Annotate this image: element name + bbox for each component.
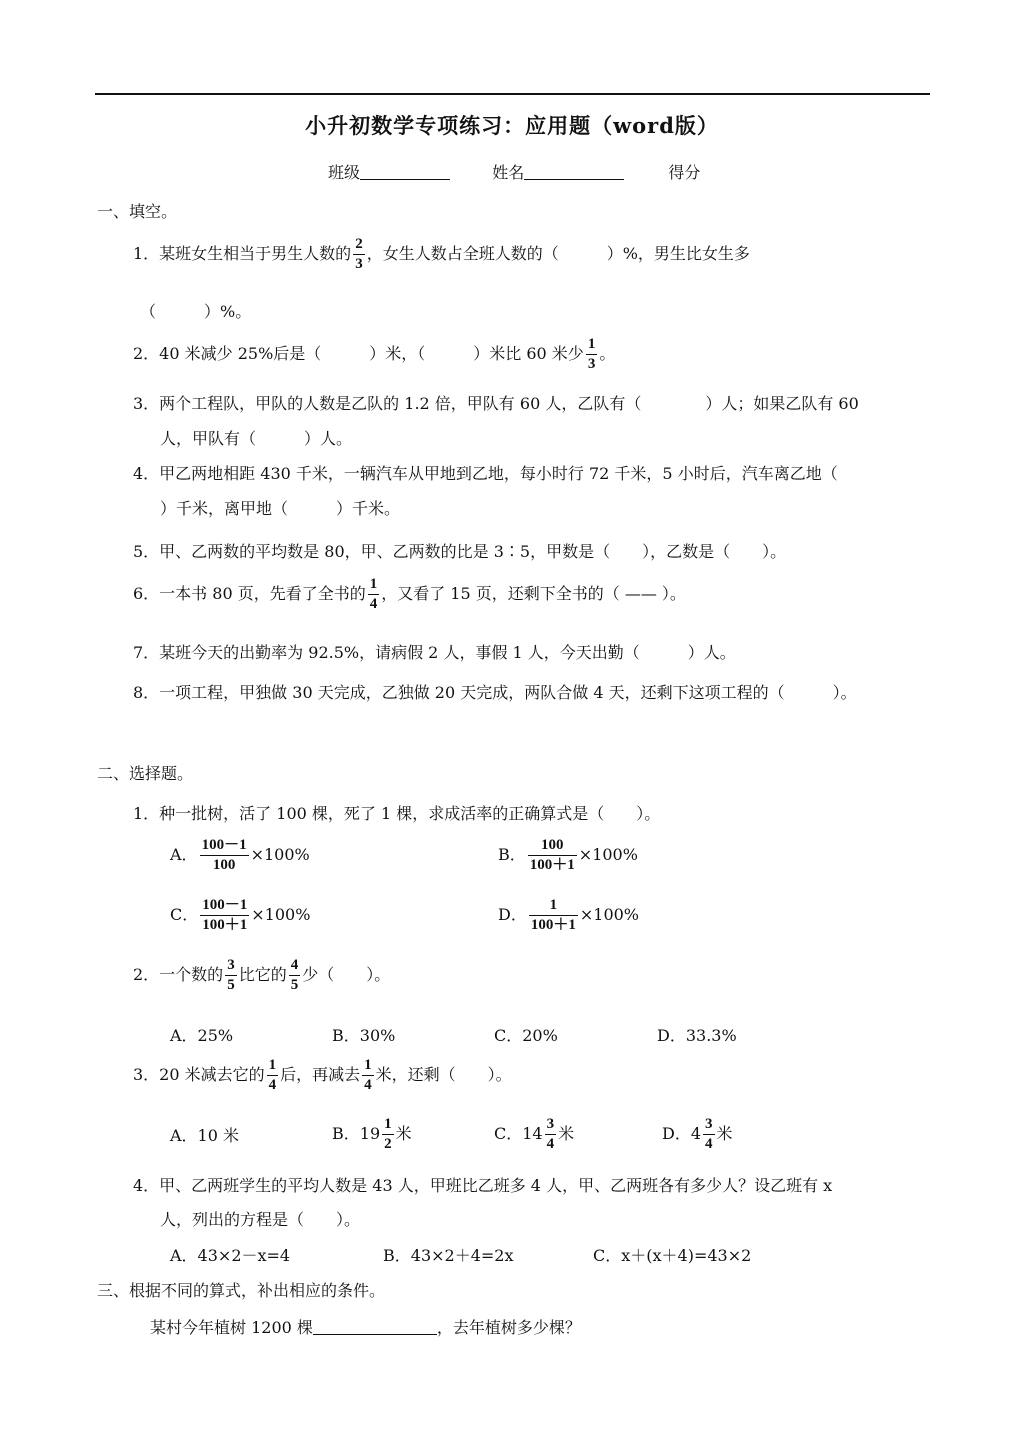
s1-q8: 8．一项工程，甲独做 30 天完成，乙独做 20 天完成，两队合做 4 天，还剩下这项工程的（ ）。 bbox=[133, 683, 857, 702]
s2-q1-option-a[interactable]: A． $\frac{100-1}{100}$ ×100% bbox=[170, 837, 310, 873]
s2-q2-option-a[interactable]: A．25% bbox=[170, 1026, 234, 1045]
s2-q2-option-c[interactable]: C．20% bbox=[494, 1026, 558, 1045]
answer-blank[interactable] bbox=[313, 1333, 437, 1335]
s2-q4-option-c[interactable]: C．x＋(x＋4)=43×2 bbox=[593, 1246, 752, 1265]
fraction: $\frac{1}{4}$ bbox=[364, 1057, 372, 1093]
s1-q6 bbox=[133, 576, 686, 613]
fraction: $\frac{4}{5}$ bbox=[290, 957, 299, 993]
s1-q1 bbox=[133, 236, 750, 273]
section1-heading: 一、填空。 bbox=[97, 202, 178, 221]
s2-q1-stem: 1．种一批树，活了 100 棵，死了 1 棵，求成活率的正确算式是（ ）。 bbox=[133, 804, 661, 823]
s1-q2-text-b: 。 bbox=[599, 344, 616, 363]
s1-q1-cont: （ ）%。 bbox=[140, 302, 252, 321]
s1-q7: 7．某班今天的出勤率为 92.5%，请病假 2 人，事假 1 人，今天出勤（ ）人。 bbox=[133, 643, 736, 662]
s3-q1 bbox=[150, 1318, 581, 1338]
class-blank bbox=[360, 178, 450, 180]
s2-q1-option-c[interactable]: C． $\frac{100-1}{100+1}$ ×100% bbox=[170, 897, 311, 933]
s3-q1-text-a: 某村今年植树 1200 棵 bbox=[150, 1318, 313, 1337]
fraction: $\frac{3}{5}$ bbox=[227, 957, 235, 993]
s3-q1-text-b: ，去年植树多少棵？ bbox=[436, 1318, 581, 1337]
s1-q5: 5．甲、乙两数的平均数是 80，甲、乙两数的比是 3∶5，甲数是（ ），乙数是（ ）。 bbox=[133, 542, 787, 561]
s1-q3-line1: 3．两个工程队，甲队的人数是乙队的 1.2 倍，甲队有 60 人，乙队有（ ）人；如果乙队有 60 bbox=[133, 394, 859, 413]
class-label: 班级 bbox=[328, 163, 361, 182]
s2-q1-option-b[interactable]: B． $\frac{100}{100+1}$ ×100% bbox=[498, 837, 638, 873]
s1-q4-line2: ）千米，离甲地（ ）千米。 bbox=[160, 499, 401, 518]
s2-q3-stem: 3．20 米减去它的 $\frac{1}{4}$ 后，再减去 $\frac{1}{4}$ 米，还剩（ ）。 bbox=[133, 1057, 512, 1093]
fraction: $\frac{1}{3}$ bbox=[587, 336, 596, 372]
fraction: $\frac{2}{3}$ bbox=[355, 236, 363, 272]
s2-q4-option-b[interactable]: B．43×2＋4=2x bbox=[383, 1246, 514, 1265]
name-label: 姓名 bbox=[492, 163, 525, 182]
score-label: 得分 bbox=[668, 163, 701, 182]
s1-q2 bbox=[133, 336, 615, 373]
fraction: $\frac{1}{4}$ bbox=[268, 1057, 277, 1093]
section3-heading: 三、根据不同的算式，补出相应的条件。 bbox=[97, 1281, 386, 1300]
section2-heading: 二、选择题。 bbox=[97, 764, 194, 783]
s2-q4-option-a[interactable]: A．43×2－x=4 bbox=[170, 1246, 291, 1265]
s2-q4-line2: 人，列出的方程是（ ）。 bbox=[160, 1210, 361, 1229]
s2-q2-stem: 2．一个数的 $\frac{3}{5}$ 比它的 $\frac{4}{5}$ 少（ ）。 bbox=[133, 957, 391, 993]
s1-q2-text-a: 2．40 米减少 25%后是（ ）米，（ ）米比 60 米少 bbox=[133, 344, 584, 363]
s1-q4-line1: 4．甲乙两地相距 430 千米，一辆汽车从甲地到乙地，每小时行 72 千米，5 小时后，汽车离乙地（ bbox=[133, 464, 838, 483]
s2-q3-option-c[interactable]: C．14 $\frac{3}{4}$ 米 bbox=[494, 1116, 575, 1152]
s2-q3-option-d[interactable]: D．4 $\frac{3}{4}$ 米 bbox=[662, 1116, 733, 1152]
student-info-line bbox=[328, 160, 700, 183]
name-blank bbox=[524, 178, 624, 180]
page-title: 小升初数学专项练习：应用题（word版） bbox=[305, 113, 719, 138]
s2-q3-option-a[interactable]: A．10 米 bbox=[170, 1126, 240, 1145]
s1-q3-line2: 人，甲队有（ ）人。 bbox=[160, 429, 353, 448]
s1-q1-text-b: ，女生人数占全班人数的（ ）%，男生比女生多 bbox=[366, 244, 750, 263]
s2-q1-option-d[interactable]: D． $\frac{1}{100+1}$ ×100% bbox=[498, 897, 640, 933]
top-rule bbox=[95, 93, 930, 95]
s1-q6-text-a: 6．一本书 80 页，先看了全书的 bbox=[133, 584, 366, 603]
s1-q6-text-b: ，又看了 15 页，还剩下全书的（ —— ）。 bbox=[381, 584, 686, 603]
fraction: $\frac{1}{4}$ bbox=[369, 576, 378, 612]
s1-q1-text-a: 1．某班女生相当于男生人数的 bbox=[133, 244, 352, 263]
s2-q2-option-b[interactable]: B．30% bbox=[332, 1026, 396, 1045]
s2-q3-option-b[interactable]: B．19 $\frac{1}{2}$ 米 bbox=[332, 1116, 412, 1152]
s2-q4-line1: 4．甲、乙两班学生的平均人数是 43 人，甲班比乙班多 4 人，甲、乙两班各有多少人？设乙班有 x bbox=[133, 1176, 833, 1195]
s2-q2-option-d[interactable]: D．33.3% bbox=[657, 1026, 737, 1045]
